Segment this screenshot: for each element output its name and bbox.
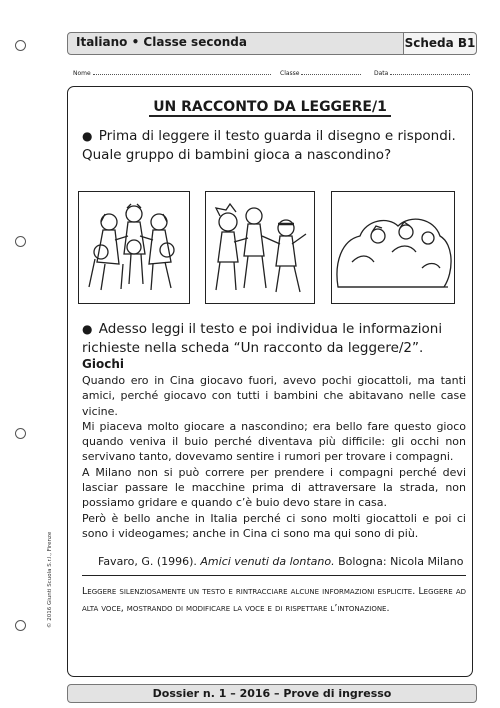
citation-publisher: Bologna: Nicola Milano (338, 555, 464, 568)
name-row (73, 68, 271, 77)
copyright-notice: © 2016 Giunti Scuola S.r.l., Firenze (47, 531, 53, 628)
children-hiding-in-bush-illustration (331, 191, 455, 304)
divider (82, 575, 466, 576)
question-1: ● Prima di leggere il testo guarda il disegno e rispondi. Quale gruppo di bambini gioca a nascondino? (82, 128, 456, 163)
class-label: Classe (280, 70, 300, 77)
binder-hole-1 (15, 40, 26, 51)
story-title: Giochi (82, 357, 124, 371)
worksheet-card (67, 86, 473, 677)
citation-author: Favaro, G. (1996). (98, 555, 197, 568)
story-paragraph: Però è bello anche in Italia perché ci sono molti giocattoli e poi ci sono i videogames; anche in Cina ci sono ma qui sono di più. (82, 511, 466, 540)
page-title: UN RACCONTO DA LEGGERE/1 (68, 99, 472, 115)
citation (98, 555, 468, 568)
question-2: ● Adesso leggi il testo e poi individua le informazioni richieste nella scheda “Un racconto da leggere/2”. (82, 321, 443, 356)
story-text (82, 373, 466, 541)
story-paragraph: Quando ero in Cina giocavo fuori, avevo pochi giocattoli, ma tanti amici, perché giocavo con tutti i bambini che abitavano nelle case vicine. (82, 374, 466, 418)
class-field[interactable] (301, 68, 361, 75)
date-field[interactable] (390, 68, 470, 75)
subject-label: Italiano • Classe seconda (76, 35, 247, 49)
name-label: Nome (73, 70, 91, 77)
bullet-icon: ● (82, 129, 93, 143)
date-label: Data (374, 70, 389, 77)
story-paragraph: Mi piaceva molto giocare a nascondino; era bello fare questo gioco quando veniva il buio perché diventava più difficile: gli occhi non servivano tanto, dovevamo sentire i rumori per trovare i compagni. (82, 419, 466, 464)
class-row (280, 68, 361, 77)
teacher-note: Leggere silenziosamente un testo e rintracciare alcune informazioni esplicite. Leggere ad alta voce, mostrando di modificare la voce e di rispettare l’intonazione. (82, 586, 466, 614)
binder-hole-2 (15, 236, 26, 247)
binder-hole-4 (15, 620, 26, 631)
sheet-label: Scheda B1 (403, 33, 476, 54)
footer-bar: Dossier n. 1 – 2016 – Prove di ingresso (67, 684, 477, 703)
story-paragraph: A Milano non si può correre per prendere i compagni perché devi lasciar passare le macchine prima di attraversare la strada, non possiamo gridare e quando c’è buio devo stare in casa. (82, 465, 466, 510)
bullet-icon: ● (82, 322, 93, 336)
children-circle-dance-illustration (78, 191, 190, 304)
children-group-playing-illustration (205, 191, 315, 304)
header-bar (67, 32, 477, 55)
binder-hole-3 (15, 428, 26, 439)
citation-title: Amici venuti da lontano. (200, 555, 335, 568)
name-field[interactable] (93, 68, 271, 75)
date-row (374, 68, 470, 77)
